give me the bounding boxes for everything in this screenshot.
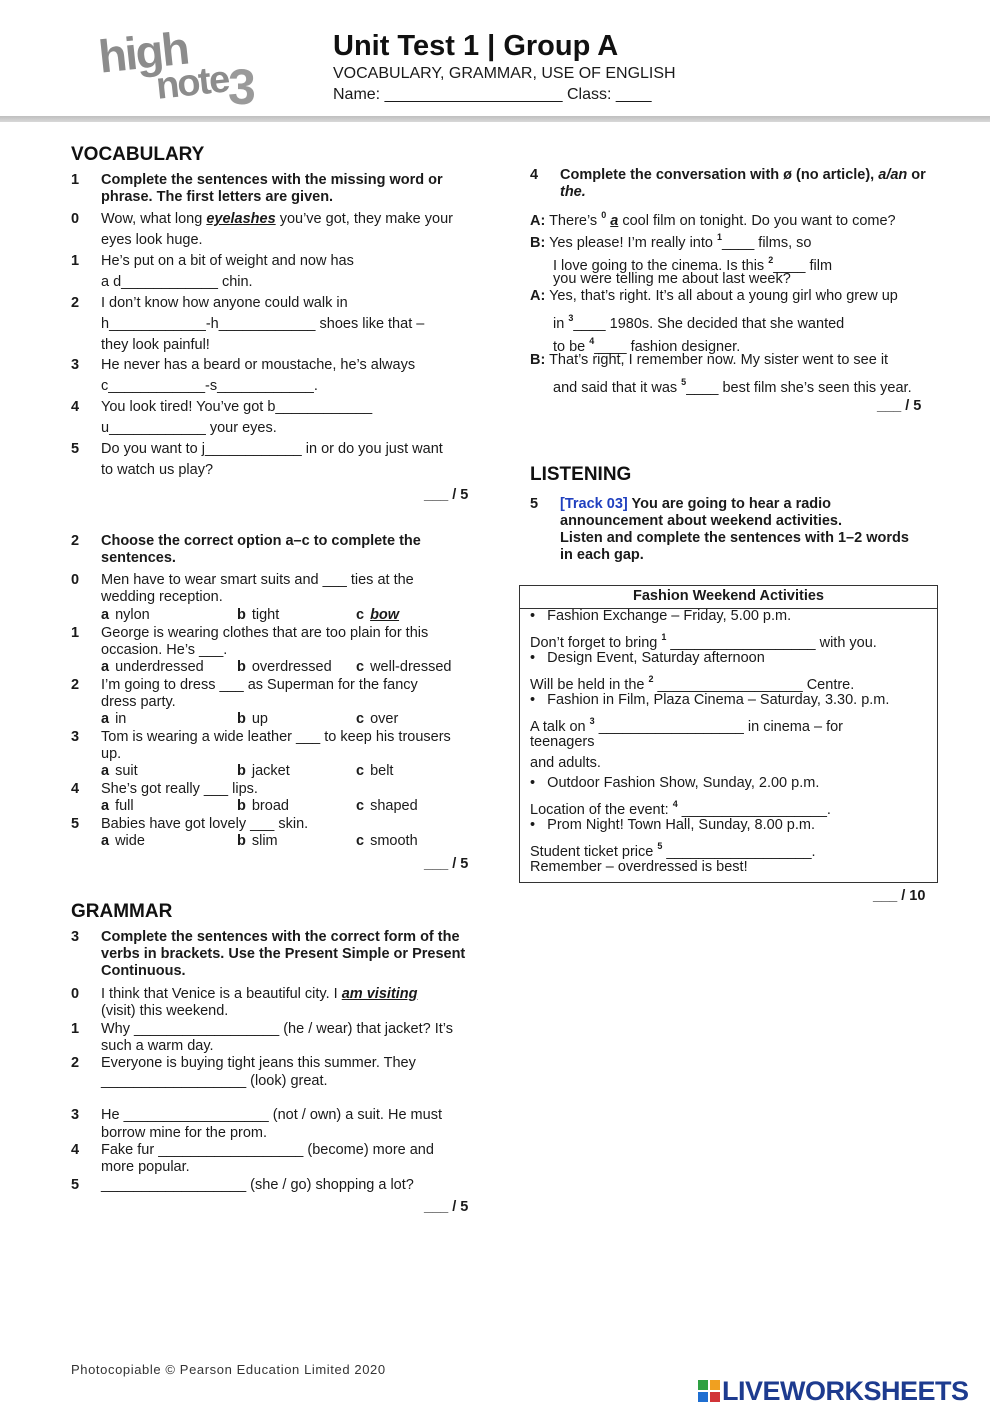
gap-line[interactable]: Will be held in the $^2$ __________________ Centre. [530, 674, 855, 693]
option-a[interactable]: a in [101, 711, 127, 727]
dialogue-line[interactable]: and said that it was $^5$____ best film she’s seen this year. [553, 377, 912, 396]
item-number: 3 [71, 729, 80, 745]
option-c[interactable]: c shaped [356, 798, 418, 814]
item-number: 0 [71, 986, 80, 1002]
option-b[interactable]: b broad [237, 798, 289, 814]
exercise-number: 4 [530, 167, 539, 183]
dialogue-line[interactable]: I love going to the cinema. Is this $^2$____ film [553, 255, 833, 274]
score-box: ___ / 5 [424, 856, 469, 872]
option-b[interactable]: b jacket [237, 763, 290, 779]
dialogue-line-a: A: There’s $^0$ a cool film on tonight. Do you want to come? [530, 210, 896, 229]
sentence-line: more popular. [101, 1159, 190, 1175]
option-c[interactable]: c smooth [356, 833, 418, 849]
sentence-line: up. [101, 746, 122, 762]
sentence-line: Men have to wear smart suits and ___ ties at the [101, 572, 414, 588]
gap-line[interactable]: You look tired! You’ve got b____________ [101, 399, 373, 415]
gap-line[interactable]: __________________ (look) great. [101, 1073, 328, 1089]
sentence-line: I don’t know how anyone could walk in [101, 295, 348, 311]
copyright-footer: Photocopiable © Pearson Education Limited 2020 [71, 1362, 386, 1377]
item-number: 2 [71, 677, 80, 693]
item-number: 5 [71, 1177, 80, 1193]
gap-line[interactable]: Fake fur __________________ (become) more and [101, 1142, 434, 1158]
item-number: 4 [71, 781, 80, 797]
box-title: Fashion Weekend Activities [633, 588, 824, 604]
score-box: ___ / 5 [877, 398, 922, 414]
gap-line[interactable]: Don’t forget to bring $^1$ __________________ with you. [530, 632, 877, 651]
logo-word-note: note [154, 58, 231, 108]
option-a[interactable]: a wide [101, 833, 145, 849]
sentence-line: dress party. [101, 694, 176, 710]
dialogue-line[interactable]: in $^3$____ 1980s. She decided that she wanted [553, 313, 845, 332]
option-a[interactable]: a full [101, 798, 134, 814]
gap-line[interactable]: A talk on $^3$ __________________ in cinema – for [530, 716, 843, 735]
sentence-line: wedding reception. [101, 589, 223, 605]
item-number: 5 [71, 816, 80, 832]
option-c[interactable]: c belt [356, 763, 394, 779]
example-answer: eyelashes [206, 211, 276, 227]
event-line: • Fashion Exchange – Friday, 5.00 p.m. [530, 608, 792, 624]
item-number: 4 [71, 399, 80, 415]
item-number: 2 [71, 295, 80, 311]
option-c-selected[interactable]: c bow [356, 607, 400, 623]
example-sentence: I think that Venice is a beautiful city. I am visiting [101, 986, 418, 1002]
exercise-number: 5 [530, 496, 539, 512]
gap-line[interactable]: a d____________ chin. [101, 274, 253, 290]
sentence-line: Babies have got lovely ___ skin. [101, 816, 309, 832]
example-answer: a [610, 213, 619, 229]
sentence-line: they look painful! [101, 337, 210, 353]
sentence-line: eyes look huge. [101, 232, 203, 248]
item-number: 0 [71, 572, 80, 588]
option-c[interactable]: c over [356, 711, 399, 727]
item-number: 5 [71, 441, 80, 457]
gap-line[interactable]: Why __________________ (he / wear) that jacket? It’s [101, 1021, 453, 1037]
dialogue-line-b: B: That’s right, I remember now. My sister went to see it [530, 352, 889, 368]
gap-line[interactable]: h____________-h____________ shoes like that – [101, 316, 425, 332]
sentence-line: I’m going to dress ___ as Superman for the fancy [101, 677, 418, 693]
exercise-instruction: Complete the sentences with the missing word or phrase. The first letters are given. [101, 172, 443, 205]
gap-line[interactable]: Do you want to j____________ in or do you just want [101, 441, 443, 457]
gap-line[interactable]: __________________ (she / go) shopping a lot? [101, 1177, 414, 1193]
gap-line[interactable]: Location of the event: $^4$ __________________. [530, 799, 831, 818]
option-b[interactable]: b slim [237, 833, 278, 849]
exercise-number: 2 [71, 533, 80, 549]
exercise-instruction: Complete the conversation with ø (no article), a/an or the. [560, 167, 926, 200]
item-number: 1 [71, 625, 80, 641]
sentence-line: George is wearing clothes that are too plain for this [101, 625, 429, 641]
example-answer: am visiting [341, 986, 418, 1002]
liveworksheets-icon [698, 1380, 720, 1402]
exercise-instruction: Choose the correct option a–c to complete the sentences. [101, 533, 421, 566]
logo-number: 3 [228, 59, 256, 115]
exercise-number: 3 [71, 929, 80, 945]
gap-line[interactable]: Student ticket price $^5$ __________________. [530, 841, 816, 860]
name-class-line: Name: ____________________ Class: ____ [333, 86, 652, 103]
brand-text: LIVEWORKSHEETS [722, 1376, 969, 1406]
item-number: 4 [71, 1142, 80, 1158]
sentence-line: Tom is wearing a wide leather ___ to keep his trousers [101, 729, 451, 745]
sentence-line: She’s got really ___ lips. [101, 781, 258, 797]
activities-box [519, 585, 938, 883]
text-line: Remember – overdressed is best! [530, 859, 748, 875]
item-number: 0 [71, 211, 80, 227]
example-sentence: Wow, what long eyelashes you’ve got, they make your [101, 211, 453, 227]
event-line: • Prom Night! Town Hall, Sunday, 8.00 p.m. [530, 817, 816, 833]
dialogue-line[interactable]: to be $^4$____ fashion designer. [553, 336, 741, 355]
sentence-line: such a warm day. [101, 1038, 214, 1054]
sentence-line: occasion. He’s ___. [101, 642, 228, 658]
sentence-line: (visit) this weekend. [101, 1003, 229, 1019]
sentence-line: Everyone is buying tight jeans this summer. They [101, 1055, 416, 1071]
option-a[interactable]: a nylon [101, 607, 150, 623]
sentence-line: borrow mine for the prom. [101, 1125, 268, 1141]
logo-word-high: high [96, 21, 191, 83]
sentence-line: He never has a beard or moustache, he’s always [101, 357, 416, 373]
score-box: ___ / 5 [424, 1199, 469, 1215]
listening-heading: LISTENING [530, 464, 632, 485]
exercise-instruction: [Track 03] You are going to hear a radio announcement about weekend activities. Listen and complete the sentences with 1–2 words in each gap. [560, 496, 909, 563]
text-line: and adults. [530, 755, 601, 771]
track-label[interactable]: [Track 03] [560, 496, 628, 512]
exercise-number: 1 [71, 172, 80, 188]
score-box: ___ / 5 [424, 487, 469, 503]
sentence-line: to watch us play? [101, 462, 214, 478]
item-number: 2 [71, 1055, 80, 1071]
liveworksheets-brand[interactable] [698, 1376, 969, 1407]
page-subtitle: VOCABULARY, GRAMMAR, USE OF ENGLISH [333, 65, 676, 82]
dialogue-line-b[interactable]: B: Yes please! I’m really into $^1$____ films, so [530, 232, 812, 251]
score-box: ___ / 10 [873, 888, 926, 904]
high-note-logo [92, 21, 272, 115]
event-line: • Outdoor Fashion Show, Sunday, 2.00 p.m. [530, 775, 820, 791]
grammar-heading: GRAMMAR [71, 901, 173, 922]
event-line: • Design Event, Saturday afternoon [530, 650, 765, 666]
option-a[interactable]: a suit [101, 763, 138, 779]
option-b[interactable]: b tight [237, 607, 280, 623]
option-c[interactable]: c well-dressed [356, 659, 452, 675]
gap-line[interactable]: He __________________ (not / own) a suit. He must [101, 1107, 442, 1123]
gap-line[interactable]: u____________ your eyes. [101, 420, 277, 436]
page-title: Unit Test 1 | Group A [333, 30, 619, 62]
header-divider [0, 116, 990, 122]
option-b[interactable]: b up [237, 711, 268, 727]
text-line: teenagers [530, 734, 595, 750]
item-number: 3 [71, 357, 80, 373]
dialogue-line: you were telling me about last week? [553, 271, 791, 287]
vocabulary-heading: VOCABULARY [71, 144, 205, 165]
item-number: 1 [71, 253, 80, 269]
sentence-line: He’s put on a bit of weight and now has [101, 253, 354, 269]
gap-line[interactable]: c____________-s____________. [101, 378, 318, 394]
item-number: 3 [71, 1107, 80, 1123]
exercise-instruction: Complete the sentences with the correct form of the verbs in brackets. Use the Present Simple or Present Continuous. [101, 929, 466, 979]
event-line: • Fashion in Film, Plaza Cinema – Saturday, 3.30. p.m. [530, 692, 890, 708]
option-a[interactable]: a underdressed [101, 659, 204, 675]
dialogue-line-a: A: Yes, that’s right. It’s all about a young girl who grew up [530, 288, 898, 304]
item-number: 1 [71, 1021, 80, 1037]
option-b[interactable]: b overdressed [237, 659, 332, 675]
